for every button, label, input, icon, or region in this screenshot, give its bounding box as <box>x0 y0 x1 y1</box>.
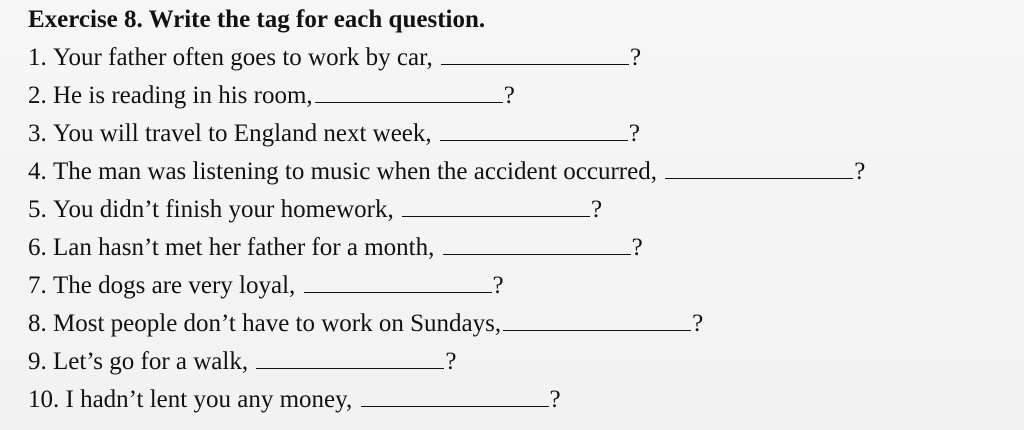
question-item <box>28 78 865 116</box>
question-mark: ? <box>503 82 515 109</box>
answer-blank[interactable] <box>402 192 590 217</box>
question-item <box>28 192 865 230</box>
question-text: The man was listening to music when the accident occurred, <box>53 158 657 185</box>
question-text: Your father often goes to work by car, <box>53 44 433 71</box>
question-mark: ? <box>591 196 603 223</box>
question-mark: ? <box>492 272 504 299</box>
answer-blank[interactable] <box>441 40 629 65</box>
question-item <box>28 230 865 268</box>
question-mark: ? <box>549 386 561 413</box>
answer-blank[interactable] <box>440 116 628 141</box>
question-item <box>28 116 865 154</box>
exercise-title: Exercise 8. Write the tag for each question. <box>28 6 486 33</box>
question-text: I hadn’t lent you any money, <box>65 386 353 413</box>
question-text: Let’s go for a walk, <box>53 348 249 375</box>
answer-blank[interactable] <box>315 78 503 103</box>
question-mark: ? <box>631 234 643 261</box>
question-number: 5. <box>28 196 47 223</box>
question-text: The dogs are very loyal, <box>53 272 296 299</box>
question-item <box>28 154 865 192</box>
question-item <box>28 306 865 344</box>
question-number: 2. <box>28 82 47 109</box>
question-text: Lan hasn’t met her father for a month, <box>53 234 435 261</box>
answer-blank[interactable] <box>665 154 853 179</box>
question-number: 8. <box>28 310 47 337</box>
question-number: 4. <box>28 158 47 185</box>
answer-blank[interactable] <box>361 382 549 407</box>
question-number: 7. <box>28 272 47 299</box>
answer-blank[interactable] <box>503 306 691 331</box>
question-number: 6. <box>28 234 47 261</box>
question-mark: ? <box>854 158 866 185</box>
question-mark: ? <box>445 348 457 375</box>
question-text: Most people don’t have to work on Sundays, <box>53 310 502 337</box>
question-text: You didn’t finish your homework, <box>53 196 394 223</box>
question-number: 10. <box>28 386 60 413</box>
question-text: You will travel to England next week, <box>53 120 432 147</box>
question-mark: ? <box>628 120 641 147</box>
answer-blank[interactable] <box>256 344 444 369</box>
answer-blank[interactable] <box>304 268 492 293</box>
question-list <box>28 40 865 420</box>
question-item <box>28 40 865 78</box>
question-number: 1. <box>28 44 47 71</box>
question-item <box>28 268 865 306</box>
question-text: He is reading in his room, <box>53 82 313 109</box>
question-number: 3. <box>28 120 47 147</box>
question-mark: ? <box>692 310 704 337</box>
answer-blank[interactable] <box>443 230 631 255</box>
question-mark: ? <box>629 44 642 71</box>
question-number: 9. <box>28 348 47 375</box>
question-item <box>28 382 865 420</box>
question-item <box>28 344 865 382</box>
